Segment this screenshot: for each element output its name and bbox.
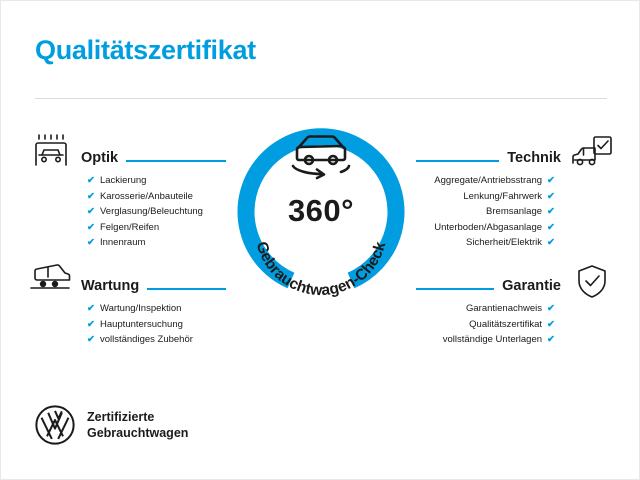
list-item-label: Bremsanlage xyxy=(486,206,543,218)
list-item xyxy=(416,189,555,205)
check-icon: ✔ xyxy=(87,334,95,346)
list-item xyxy=(416,173,555,189)
section-optik-title: Optik xyxy=(81,150,119,166)
section-garantie-title: Garantie xyxy=(502,278,561,294)
section-garantie-rule xyxy=(416,288,494,290)
section-technik-items xyxy=(416,173,561,251)
list-item-label: Innenraum xyxy=(99,237,146,249)
footer-line-2: Gebrauchtwagen xyxy=(87,426,189,440)
list-item-label: Felgen/Reifen xyxy=(99,221,160,233)
section-garantie-items xyxy=(416,301,561,348)
section-optik-rule xyxy=(126,160,226,162)
list-item xyxy=(87,220,226,236)
check-icon: ✔ xyxy=(87,221,95,233)
list-item-label: vollständiges Zubehör xyxy=(99,334,193,346)
list-item-label: Sicherheit/Elektrik xyxy=(466,237,543,249)
check-icon: ✔ xyxy=(547,318,555,330)
list-item-label: Hauptuntersuchung xyxy=(99,318,183,330)
list-item-label: Garantienachweis xyxy=(465,303,543,314)
list-item xyxy=(416,301,555,317)
section-garantie xyxy=(416,269,561,348)
check-icon: ✔ xyxy=(87,237,95,249)
list-item xyxy=(87,204,226,220)
section-technik-header xyxy=(416,141,561,167)
list-item-label: Unterboden/Abgasanlage xyxy=(434,221,543,233)
check-icon: ✔ xyxy=(547,206,555,218)
arc-label-text: Gebrauchtwagen-Check xyxy=(252,239,390,300)
list-item-label: Aggregate/Antriebsstrang xyxy=(434,175,543,186)
360-check-badge xyxy=(229,121,413,305)
check-icon: ✔ xyxy=(87,175,95,186)
section-wartung-header xyxy=(81,269,226,295)
list-item-label: Qualitätszertifikat xyxy=(469,318,543,330)
check-icon: ✔ xyxy=(87,190,95,202)
section-technik-title: Technik xyxy=(507,150,561,166)
list-item xyxy=(87,317,226,333)
list-item-label: Lenkung/Fahrwerk xyxy=(463,190,543,202)
title-divider xyxy=(35,98,607,99)
check-icon: ✔ xyxy=(547,303,555,314)
section-optik-header xyxy=(81,141,226,167)
list-item xyxy=(87,332,226,348)
list-item xyxy=(416,317,555,333)
car-wash-icon xyxy=(31,134,71,170)
footer-text xyxy=(87,409,188,441)
section-wartung xyxy=(81,269,226,348)
list-item-label: Lackierung xyxy=(99,175,147,186)
section-technik xyxy=(416,141,561,251)
list-item xyxy=(87,235,226,251)
list-item xyxy=(416,235,555,251)
check-icon: ✔ xyxy=(87,318,95,330)
section-wartung-items xyxy=(81,301,226,348)
shield-check-icon xyxy=(576,264,608,300)
list-item xyxy=(87,173,226,189)
list-item-label: vollständige Unterlagen xyxy=(442,334,543,346)
section-garantie-header xyxy=(416,269,561,295)
page-title: Qualitätszertifikat xyxy=(35,35,256,65)
check-icon: ✔ xyxy=(87,206,95,218)
list-item xyxy=(416,204,555,220)
list-item-label: Verglasung/Beleuchtung xyxy=(99,206,203,218)
360-arc-label xyxy=(229,121,413,305)
list-item xyxy=(416,332,555,348)
car-checklist-icon xyxy=(571,135,613,171)
vw-logo xyxy=(35,405,75,445)
section-optik xyxy=(81,141,226,251)
section-wartung-title: Wartung xyxy=(81,278,140,294)
section-wartung-rule xyxy=(147,288,226,290)
section-optik-items xyxy=(81,173,226,251)
check-icon: ✔ xyxy=(547,175,555,186)
section-technik-rule xyxy=(416,160,499,162)
check-icon: ✔ xyxy=(547,237,555,249)
list-item-label: Wartung/Inspektion xyxy=(99,303,182,314)
footer xyxy=(35,405,188,445)
list-item-label: Karosserie/Anbauteile xyxy=(99,190,193,202)
check-icon: ✔ xyxy=(547,334,555,346)
list-item xyxy=(87,301,226,317)
list-item xyxy=(87,189,226,205)
check-icon: ✔ xyxy=(87,303,95,314)
list-item xyxy=(416,220,555,236)
check-icon: ✔ xyxy=(547,221,555,233)
footer-line-1: Zertifizierte xyxy=(87,410,155,424)
check-icon: ✔ xyxy=(547,190,555,202)
car-lift-icon xyxy=(29,259,73,295)
360-degrees-label: 360° xyxy=(287,193,355,228)
